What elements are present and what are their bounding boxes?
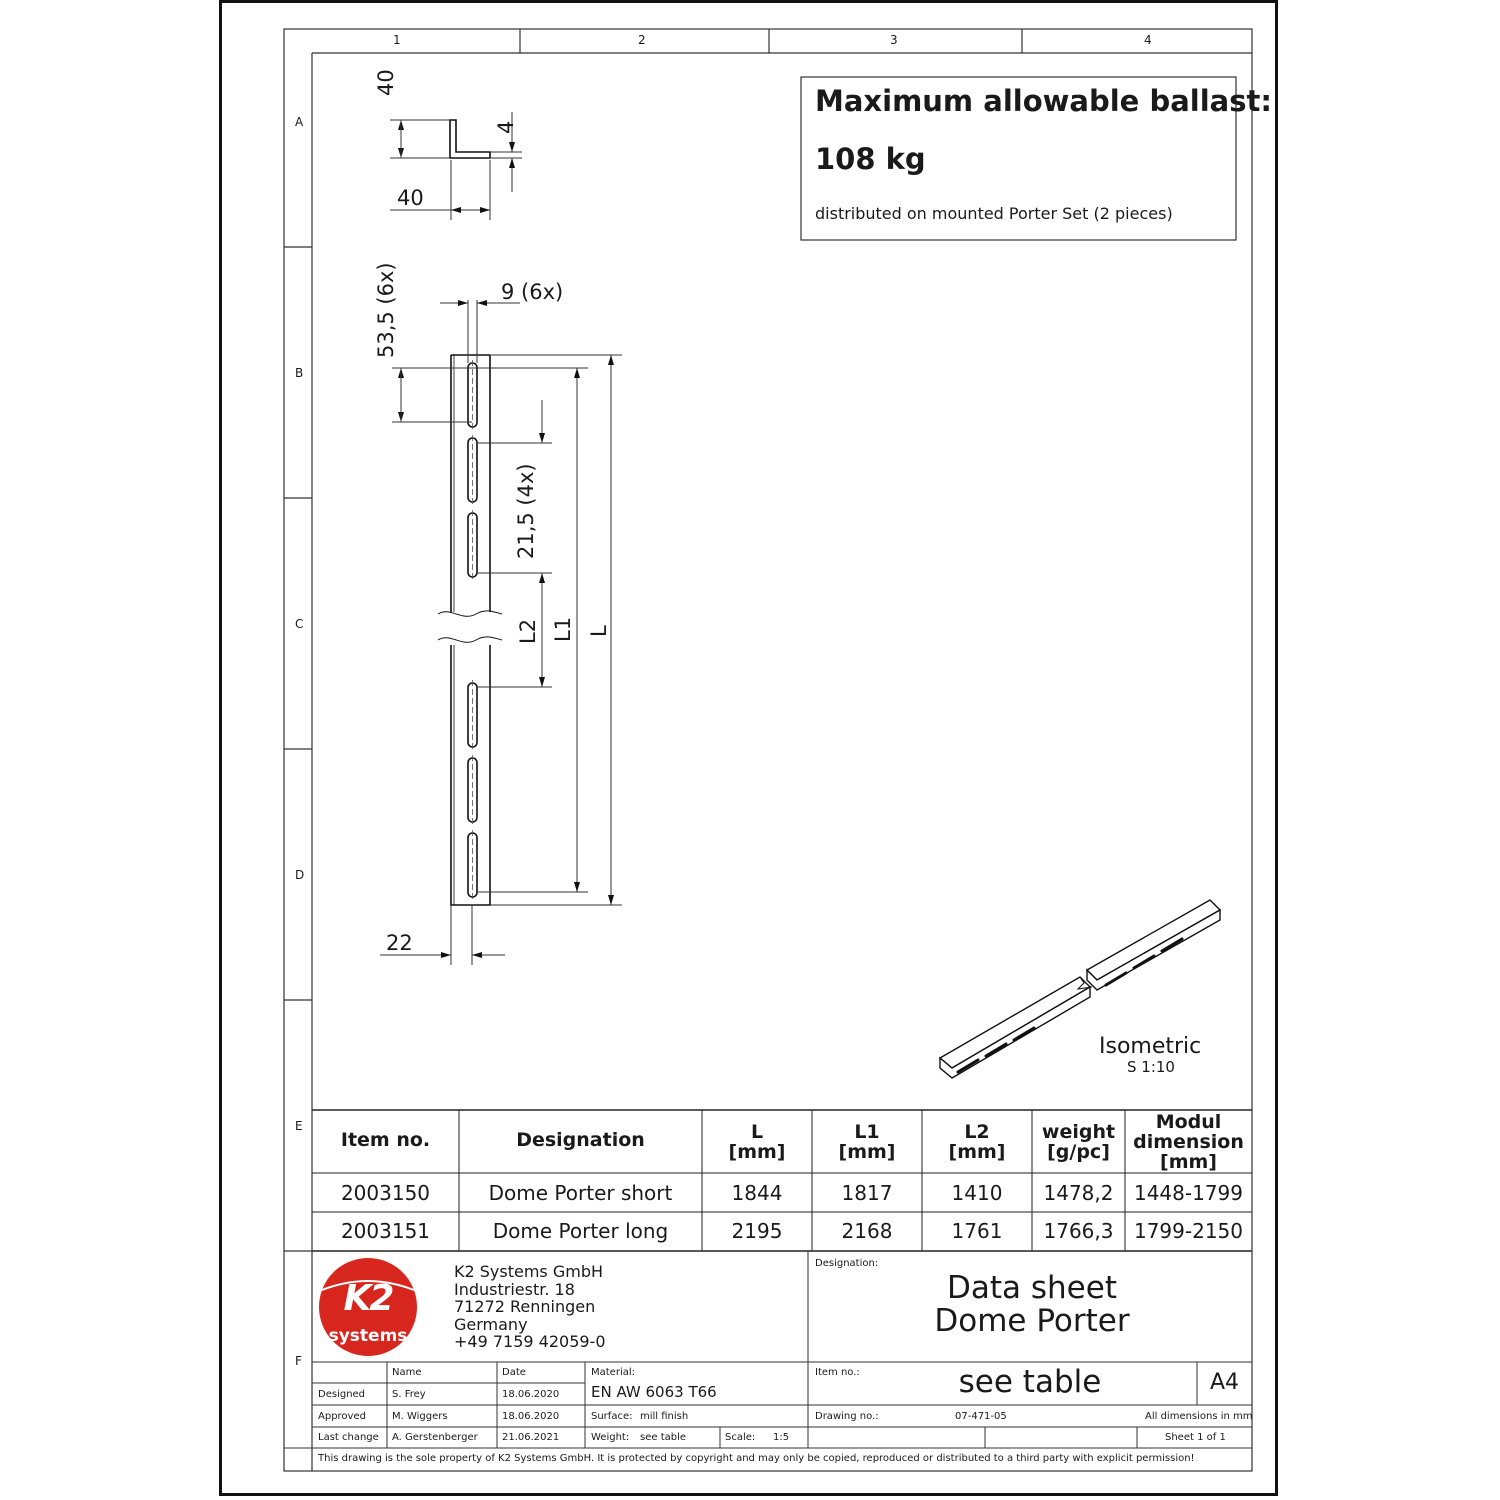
table-cell-weight: 1478,2 (1043, 1181, 1114, 1205)
surface-value: mill finish (640, 1411, 689, 1422)
table-cell-modul: 1799-2150 (1133, 1219, 1243, 1243)
drawing-no-label: Drawing no.: (815, 1411, 879, 1422)
name-label: Name (392, 1367, 422, 1378)
table-cell-l1: 2168 (841, 1219, 893, 1243)
weight-value: see table (640, 1432, 687, 1443)
zone-row-f: F (295, 1354, 302, 1368)
lastchange-label: Last change (318, 1432, 379, 1443)
dim-profile-width: 40 (397, 186, 424, 210)
ballast-value: 108 kg (815, 142, 926, 176)
table-cell-weight: 1766,3 (1043, 1219, 1114, 1243)
dim-l1: L1 (551, 616, 575, 642)
designed-label: Designed (318, 1389, 366, 1400)
approved-label: Approved (318, 1411, 366, 1422)
rail-front-view (438, 355, 502, 905)
header-l2: L2 [mm] (948, 1121, 1006, 1163)
header-designation: Designation (516, 1129, 645, 1151)
date-label: Date (502, 1367, 526, 1378)
zone-col-3: 3 (890, 33, 898, 47)
dim-first-slot: 53,5 (6x) (374, 262, 398, 358)
table-cell-designation: Dome Porter short (488, 1181, 673, 1205)
designed-date: 18.06.2020 (502, 1389, 560, 1400)
approved-name: M. Wiggers (392, 1411, 448, 1422)
logo-word: systems (328, 1326, 408, 1346)
outer-frame (284, 29, 1252, 1471)
table-cell-designation: Dome Porter long (492, 1219, 669, 1243)
document-title: Data sheet Dome Porter (934, 1270, 1130, 1339)
header-item-no: Item no. (340, 1129, 431, 1151)
dim-l2: L2 (516, 618, 540, 644)
surface-label: Surface: (591, 1411, 633, 1422)
paper-format: A4 (1209, 1370, 1240, 1395)
copyright-notice: This drawing is the sole property of K2 Systems GmbH. It is protected by copyright and may only be copied, reproduced or distributed to a third party with explicit permission! (318, 1453, 1195, 1464)
logo-mark: K2 (343, 1278, 393, 1319)
material-value: EN AW 6063 T66 (591, 1383, 717, 1401)
zone-row-b: B (295, 366, 304, 380)
header-l: L [mm] (728, 1121, 786, 1163)
zone-col-1: 1 (393, 33, 401, 47)
dim-rail-width: 22 (386, 931, 413, 955)
table-cell-item: 2003150 (340, 1181, 431, 1205)
material-label: Material: (591, 1367, 635, 1378)
isometric-label: Isometric (1099, 1034, 1202, 1059)
drawing-no-value: 07-471-05 (955, 1411, 1007, 1422)
table-cell-item: 2003151 (340, 1219, 431, 1243)
dim-profile-thickness: 4 (494, 120, 518, 134)
header-l1: L1 [mm] (838, 1121, 896, 1163)
lastchange-date: 21.06.2021 (502, 1432, 560, 1443)
table-cell-l: 1844 (731, 1181, 783, 1205)
zone-row-c: C (295, 617, 304, 631)
header-weight: weight [g/pc] (1041, 1121, 1116, 1163)
item-no-label: Item no.: (815, 1367, 860, 1378)
zone-row-e: E (295, 1119, 303, 1133)
weight-label: Weight: (591, 1432, 630, 1443)
isometric-scale: S 1:10 (1127, 1058, 1175, 1076)
dim-l: L (587, 625, 611, 637)
approved-date: 18.06.2020 (502, 1411, 560, 1422)
dim-profile-height: 40 (374, 69, 398, 96)
zone-row-a: A (295, 115, 304, 129)
table-cell-l2: 1410 (951, 1181, 1003, 1205)
dim-slot-pitch: 21,5 (4x) (514, 463, 538, 559)
table-cell-l: 2195 (731, 1219, 783, 1243)
ballast-note: distributed on mounted Porter Set (2 pieces) (815, 204, 1173, 223)
company-address: K2 Systems GmbH Industriestr. 18 71272 Renningen Germany +49 7159 42059-0 (454, 1262, 606, 1351)
designation-label: Designation: (815, 1258, 879, 1269)
lastchange-name: A. Gerstenberger (392, 1432, 478, 1443)
zone-col-4: 4 (1144, 33, 1152, 47)
table-cell-l1: 1817 (841, 1181, 893, 1205)
scale-label: Scale: (725, 1432, 756, 1443)
header-modul-dimension: Modul dimension [mm] (1133, 1111, 1244, 1173)
scale-value: 1:5 (773, 1432, 790, 1443)
zone-col-2: 2 (638, 33, 646, 47)
item-no-value: see table (958, 1364, 1102, 1400)
dim-slot-width: 9 (6x) (501, 280, 564, 304)
table-cell-l2: 1761 (951, 1219, 1003, 1243)
profile-section (450, 120, 490, 158)
sheet-number: Sheet 1 of 1 (1165, 1432, 1226, 1443)
designed-name: S. Frey (392, 1389, 426, 1400)
ballast-title: Maximum allowable ballast: (815, 84, 1272, 118)
zone-row-d: D (295, 868, 305, 882)
table-cell-modul: 1448-1799 (1133, 1181, 1243, 1205)
units-note: All dimensions in mm (1145, 1411, 1253, 1422)
